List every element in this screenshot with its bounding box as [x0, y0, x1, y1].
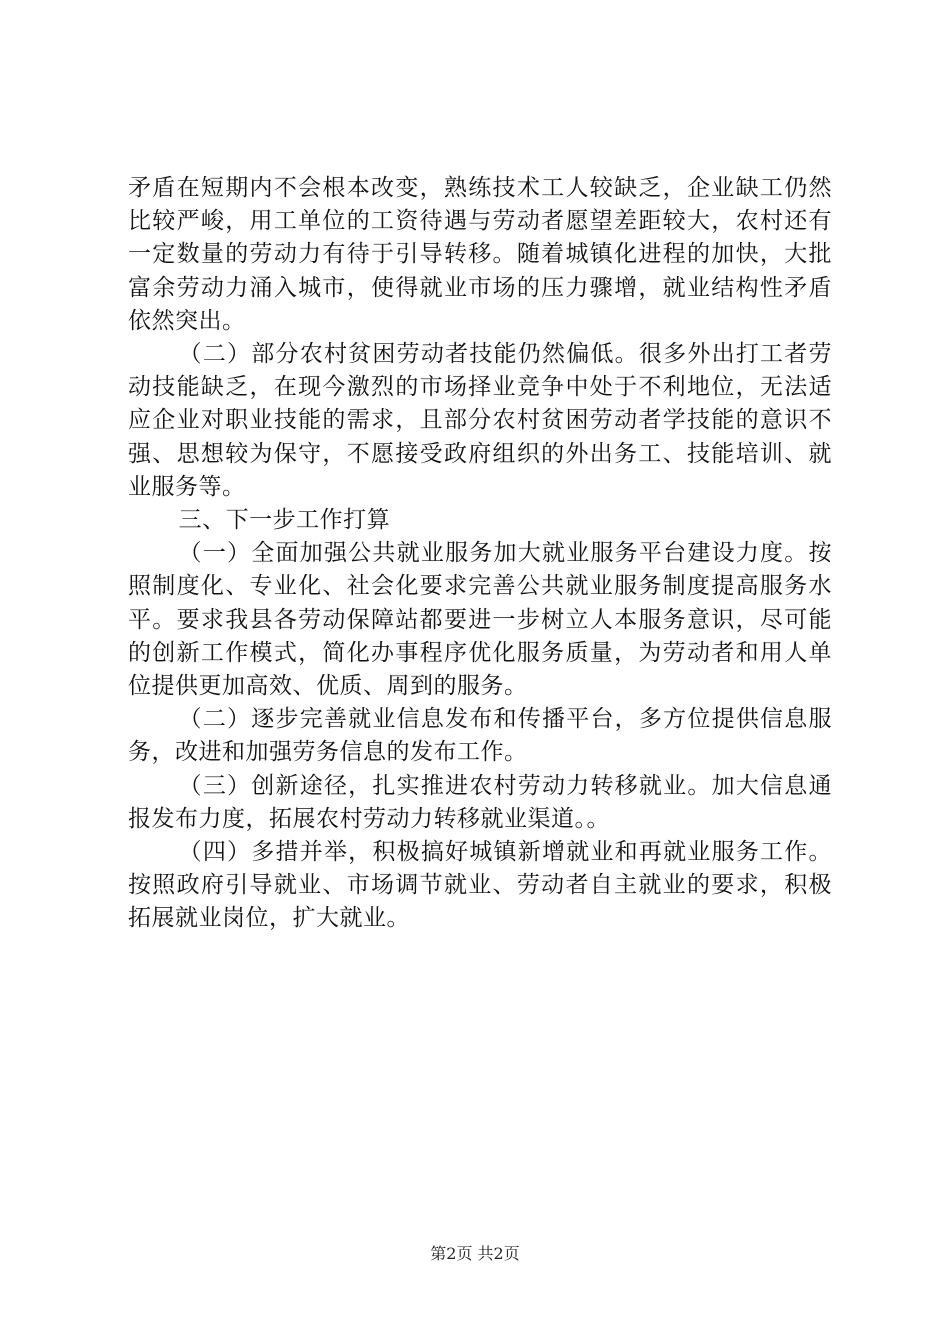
paragraph-item-2: （二）逐步完善就业信息发布和传播平台，多方位提供信息服务，改进和加强劳务信息的发布工作。 [128, 706, 832, 766]
section-heading-next-steps: 三、下一步工作打算 [178, 507, 391, 534]
paragraph-continuation: 矛盾在短期内不会根本改变，熟练技术工人较缺乏，企业缺工仍然比较严峻，用工单位的工资待遇与劳动者愿望差距较大，农村还有一定数量的劳动力有待于引导转移。随着城镇化进程的加快，大批富余劳动力涌入城市，使得就业市场的压力骤增，就业结构性矛盾依然突出。 [128, 175, 832, 334]
page-number-footer: 第2页 共2页 [430, 1244, 520, 1263]
paragraph-item-1: （一）全面加强公共就业服务加大就业服务平台建设力度。按照制度化、专业化、社会化要求完善公共就业服务制度提高服务水平。要求我县各劳动保障站都要进一步树立人本服务意识，尽可能的创新工作模式，简化办事程序优化服务质量，为劳动者和用人单位提供更加高效、优质、周到的服务。 [128, 540, 832, 700]
paragraph-item-3: （三）创新途径，扎实推进农村劳动力转移就业。加大信息通报发布力度，拓展农村劳动力转移就业渠道。。 [128, 772, 832, 832]
document-body [128, 172, 832, 936]
paragraph-skills-issue: （二）部分农村贫困劳动者技能仍然偏低。很多外出打工者劳动技能缺乏，在现今激烈的市场择业竞争中处于不利地位，无法适应企业对职业技能的需求，且部分农村贫困劳动者学技能的意识不强、思想较为保守，不愿接受政府组织的外出务工、技能培训、就业服务等。 [128, 341, 832, 500]
paragraph-item-4: （四）多措并举，积极搞好城镇新增就业和再就业服务工作。按照政府引导就业、市场调节就业、劳动者自主就业的要求，积极拓展就业岗位，扩大就业。 [128, 839, 832, 932]
